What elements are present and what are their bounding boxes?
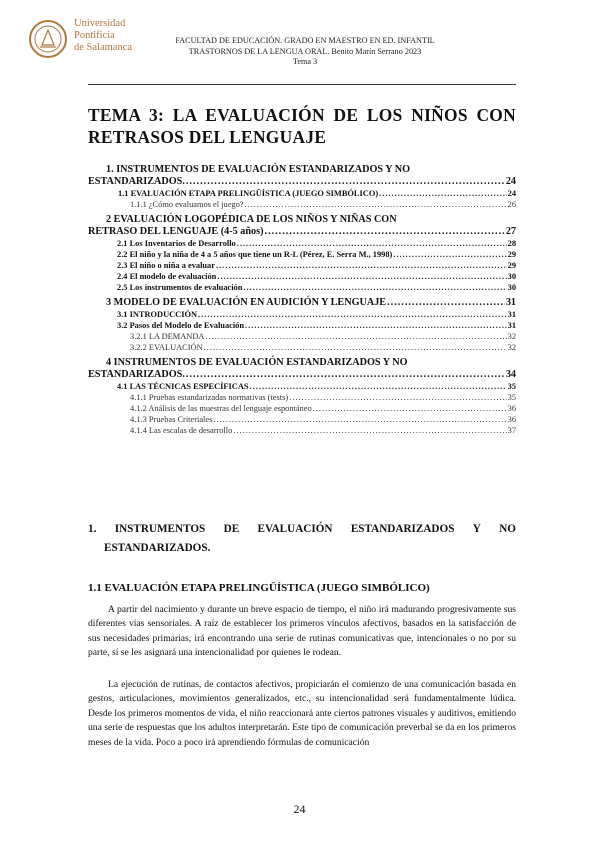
logo-line-2: Pontificia	[74, 30, 115, 41]
toc-entry-label: 1. INSTRUMENTOS DE EVALUACIÓN ESTANDARIZADOS Y NO	[106, 164, 411, 175]
toc-entry[interactable]	[88, 249, 516, 260]
toc-entry[interactable]	[88, 188, 516, 199]
toc-entry[interactable]	[88, 260, 516, 271]
toc-entry-label: 2.5 Los instrumentos de evaluación	[117, 283, 243, 292]
body-paragraph: La ejecución de rutinas, de contactos afectivos, propiciarán el comienzo de una comunicación basada en gestos, articulaciones, movimientos generalizados, etc., su intencionalidad será fundamentalmente lúdica. Desde los primeros momentos de vida, el niño reaccionará ante ciertos patrones visuales y auditivos, emitiendo una serie de respuestas que los adultos interpretarán. Este tipo de comunicación preverbal se da en los primeros meses de la vida. Poco a poco irá aprendiendo fórmulas de comunicación	[88, 679, 516, 748]
document-title: TEMA 3: LA EVALUACIÓN DE LOS NIÑOS CON RETRASOS DEL LENGUAJE	[88, 105, 516, 147]
toc-entry-label: 2 EVALUACIÓN LOGOPÉDICA DE LOS NIÑOS Y NIÑAS CON	[106, 214, 397, 225]
toc-entry-label: 4.1 LAS TÉCNICAS ESPECÍFICAS	[117, 382, 249, 391]
university-seal-icon	[28, 18, 68, 60]
toc-entry[interactable]	[88, 381, 516, 392]
page-number: 24	[293, 802, 306, 816]
toc-page-number: 29	[507, 261, 516, 270]
body-paragraph: A partir del nacimiento y durante un breve espacio de tiempo, el niño irá madurando progresivamente sus diferentes vías sensoriales. A raíz de establecer los primeros vínculos afectivos, basados en la satisfacción de sus necesidades primarias, irá encontrando una serie de rutinas comunicativas que, intencionales o no por su parte, sí se les asignará una intencionalidad por quienes le rodean.	[88, 604, 516, 659]
toc-entry[interactable]	[88, 297, 516, 309]
toc-page-number: 36	[507, 404, 516, 413]
toc-entry[interactable]	[88, 282, 516, 293]
toc-page-number: 30	[507, 283, 516, 292]
header-topic: Tema 3	[292, 57, 318, 66]
header-divider	[88, 84, 516, 85]
toc-page-number: 29	[507, 250, 516, 259]
toc-page-number: 27	[505, 226, 516, 237]
header-faculty: FACULTAD DE EDUCACIÓN. GRADO EN MAESTRO EN ED. INFANTIL	[175, 36, 435, 45]
toc-entry[interactable]	[88, 392, 516, 403]
toc-entry-label-cont: RETRASO DEL LENGUAJE (4-5 años)	[88, 226, 264, 237]
table-of-contents	[88, 164, 516, 436]
toc-page-number: 34	[505, 369, 516, 380]
section-heading	[88, 520, 516, 558]
toc-entry-label: 4.1.2 Análisis de las muestras del lenguaje espontáneo	[130, 404, 312, 413]
toc-entry[interactable]	[88, 214, 516, 238]
toc-entry[interactable]	[88, 238, 516, 249]
section-heading-line-1: 1. INSTRUMENTOS DE EVALUACIÓN ESTANDARIZADOS Y NO	[88, 520, 516, 539]
toc-entry-label: 1.1.1 ¿Cómo evaluamos el juego?	[130, 200, 244, 209]
logo-wordmark	[74, 18, 132, 54]
university-logo	[28, 18, 148, 60]
toc-entry[interactable]	[88, 403, 516, 414]
running-header	[140, 36, 470, 68]
toc-entry-label: 3.2.1 LA DEMANDA	[130, 332, 205, 341]
subsection-heading: 1.1 EVALUACIÓN ETAPA PRELINGÜÍSTICA (JUEGO SIMBÓLICO)	[88, 582, 430, 594]
toc-entry-label-cont: ESTANDARIZADOS.	[88, 176, 185, 187]
toc-entry-label: 3.2 Pasos del Modelo de Evaluación	[117, 321, 245, 330]
toc-entry[interactable]	[88, 271, 516, 282]
toc-page-number: 24	[507, 189, 516, 198]
toc-entry-label: 4.1.4 Las escalas de desarrollo	[130, 426, 233, 435]
toc-entry-label: 2.3 El niño o niña a evaluar	[117, 261, 215, 270]
toc-entry[interactable]	[88, 164, 516, 188]
logo-line-1: Universidad	[74, 18, 126, 29]
toc-page-number: 31	[507, 310, 516, 319]
toc-entry-label: 3.2.2 EVALUACIÓN	[130, 343, 203, 352]
toc-entry-label: 2.1 Los Inventarios de Desarrollo	[117, 239, 236, 248]
toc-entry[interactable]	[88, 425, 516, 436]
toc-page-number: 28	[507, 239, 516, 248]
header-course: TRASTORNOS DE LA LENGUA ORAL. Benito Marín Serrano 2023	[188, 46, 422, 56]
toc-entry-label: 4.1.1 Pruebas estandarizadas normativas (tests)	[130, 393, 289, 402]
toc-entry-label: 3 MODELO DE EVALUACIÓN EN AUDICIÓN Y LENGUAJE	[106, 297, 387, 308]
toc-entry[interactable]	[88, 320, 516, 331]
toc-page-number: 26	[507, 200, 516, 209]
toc-entry[interactable]	[88, 199, 516, 210]
toc-page-number: 32	[507, 332, 516, 341]
toc-page-number: 35	[507, 382, 516, 391]
toc-entry-label: 1.1 EVALUACIÓN ETAPA PRELINGÜÍSTICA (JUEGO SIMBÓLICO)	[118, 189, 379, 198]
toc-page-number: 24	[505, 176, 516, 187]
toc-page-number: 31	[507, 321, 516, 330]
toc-entry[interactable]	[88, 331, 516, 342]
toc-entry-label: 2.2 El niño y la niña de 4 a 5 años que tiene un R-L (Pérez, E. Serra M., 1998)	[117, 250, 393, 259]
toc-page-number: 35	[507, 393, 516, 402]
toc-entry[interactable]	[88, 357, 516, 381]
toc-page-number: 31	[505, 297, 516, 308]
toc-entry-label: 3.1 INTRODUCCIÓN	[117, 310, 198, 319]
toc-entry[interactable]	[88, 414, 516, 425]
toc-entry-label: 2.4 El modelo de evaluación	[117, 272, 217, 281]
section-heading-line-2: ESTANDARIZADOS.	[104, 542, 211, 554]
toc-page-number: 36	[507, 415, 516, 424]
toc-page-number: 32	[507, 343, 516, 352]
toc-page-number: 30	[507, 272, 516, 281]
toc-entry[interactable]	[88, 342, 516, 353]
toc-entry-label-cont: ESTANDARIZADOS.	[88, 369, 185, 380]
section-number: 1.	[88, 523, 97, 535]
toc-page-number: 37	[507, 426, 516, 435]
toc-entry[interactable]	[88, 309, 516, 320]
toc-entry-label: 4 INSTRUMENTOS DE EVALUACIÓN ESTANDARIZADOS Y NO	[106, 357, 408, 368]
logo-line-3: de Salamanca	[74, 42, 133, 53]
toc-entry-label: 4.1.3 Pruebas Criteriales	[130, 415, 213, 424]
